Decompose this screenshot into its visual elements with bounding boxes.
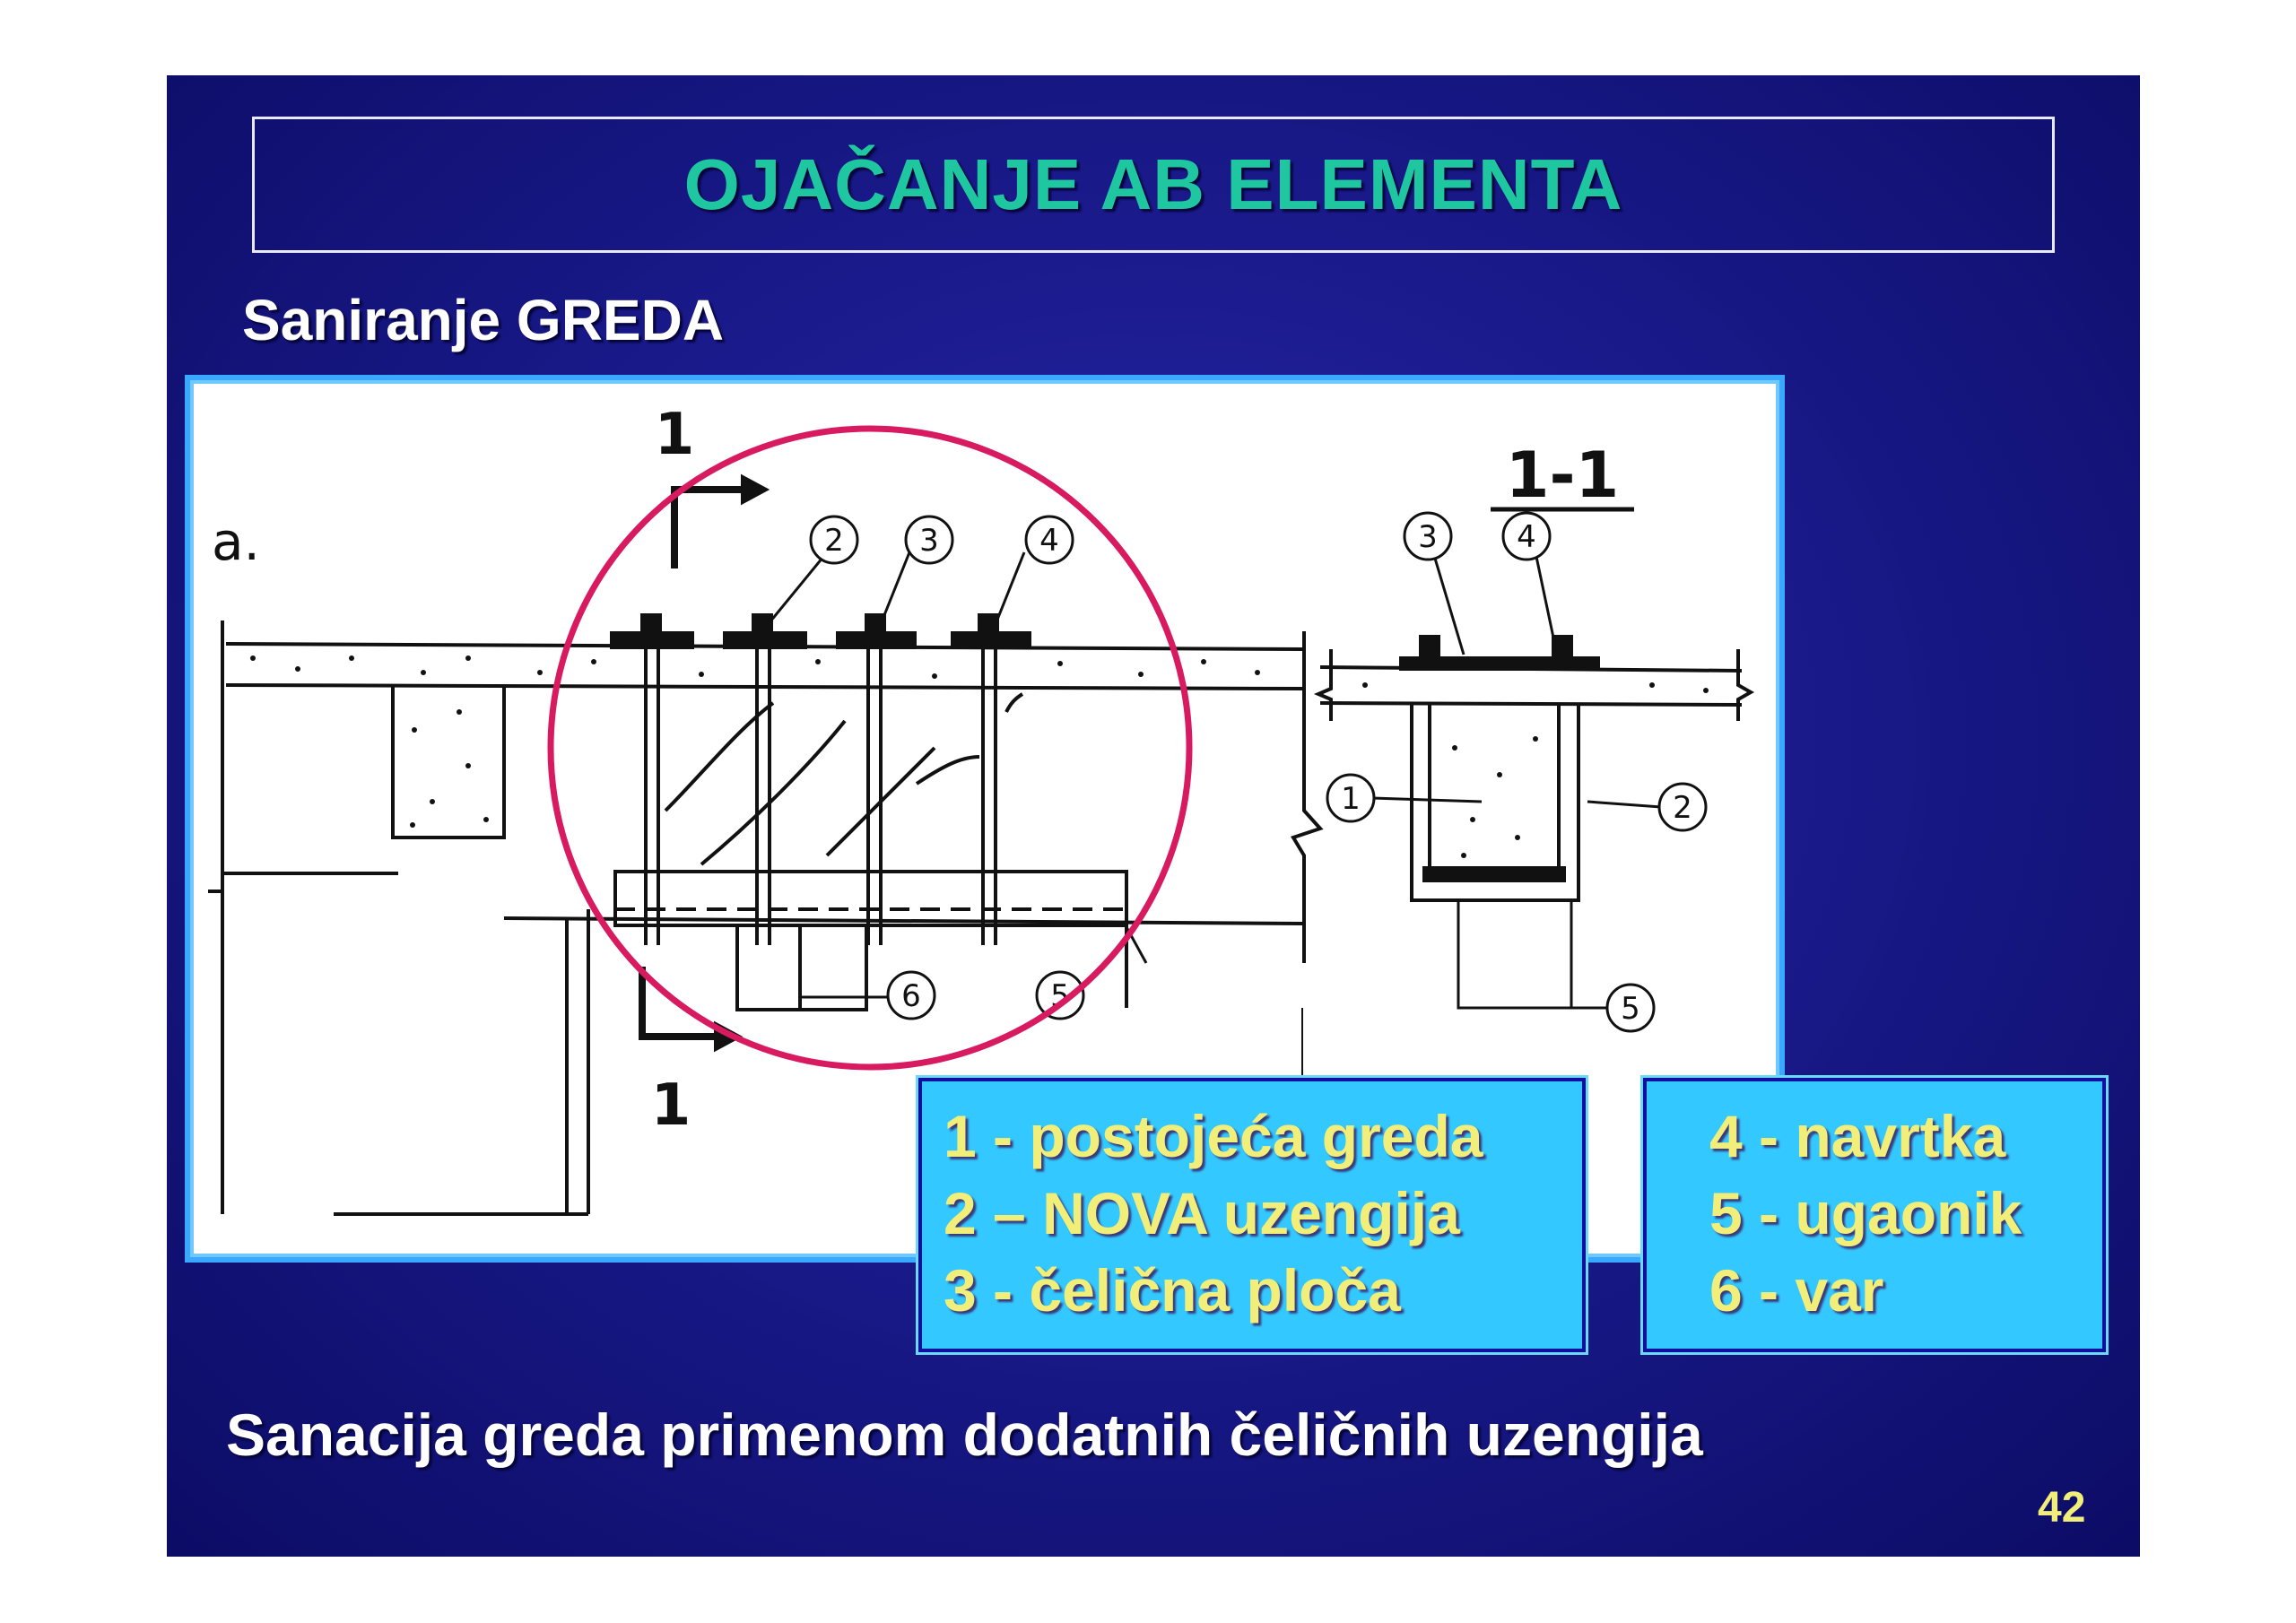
title-box	[252, 117, 2055, 253]
legend-item-3: 3 - čelična ploča	[944, 1257, 1401, 1324]
section-callout-1: 1	[1341, 781, 1361, 817]
legend-item-5: 5 - ugaonik	[1709, 1180, 2022, 1246]
legend-item-1: 1 - postojeća greda	[944, 1103, 1483, 1169]
section-callout-5: 5	[1621, 991, 1640, 1027]
section-title: 1-1	[1505, 438, 1620, 512]
callout-5: 5	[1050, 978, 1070, 1014]
legend-left	[918, 1078, 1586, 1352]
callout-6: 6	[901, 978, 921, 1014]
label-a: a.	[212, 511, 260, 572]
elevation-callouts	[811, 516, 1083, 1019]
section-view	[1318, 509, 1751, 1008]
section-mark-bottom: 1	[650, 1072, 691, 1139]
legend-item-4: 4 - navrtka	[1709, 1103, 2006, 1169]
slide	[167, 75, 2140, 1557]
section-mark-top: 1	[654, 402, 695, 468]
callout-3: 3	[919, 523, 939, 559]
slide-caption: Sanacija greda primenom dodatnih čeličnih uzengija	[226, 1402, 1703, 1468]
legend-item-2: 2 – NOVA uzengija	[944, 1180, 1460, 1246]
section-callout-4: 4	[1517, 519, 1536, 555]
slide-subtitle: Saniranje GREDA	[242, 288, 725, 352]
page-number: 42	[2038, 1484, 2086, 1532]
callout-2: 2	[824, 523, 844, 559]
legend-right	[1643, 1078, 2106, 1352]
slide-title: OJAČANJE AB ELEMENTA	[683, 144, 1623, 224]
callout-4: 4	[1039, 523, 1059, 559]
section-callout-3: 3	[1418, 519, 1438, 555]
legend-item-6: 6 - var	[1709, 1257, 1884, 1324]
section-callout-2: 2	[1673, 790, 1692, 826]
